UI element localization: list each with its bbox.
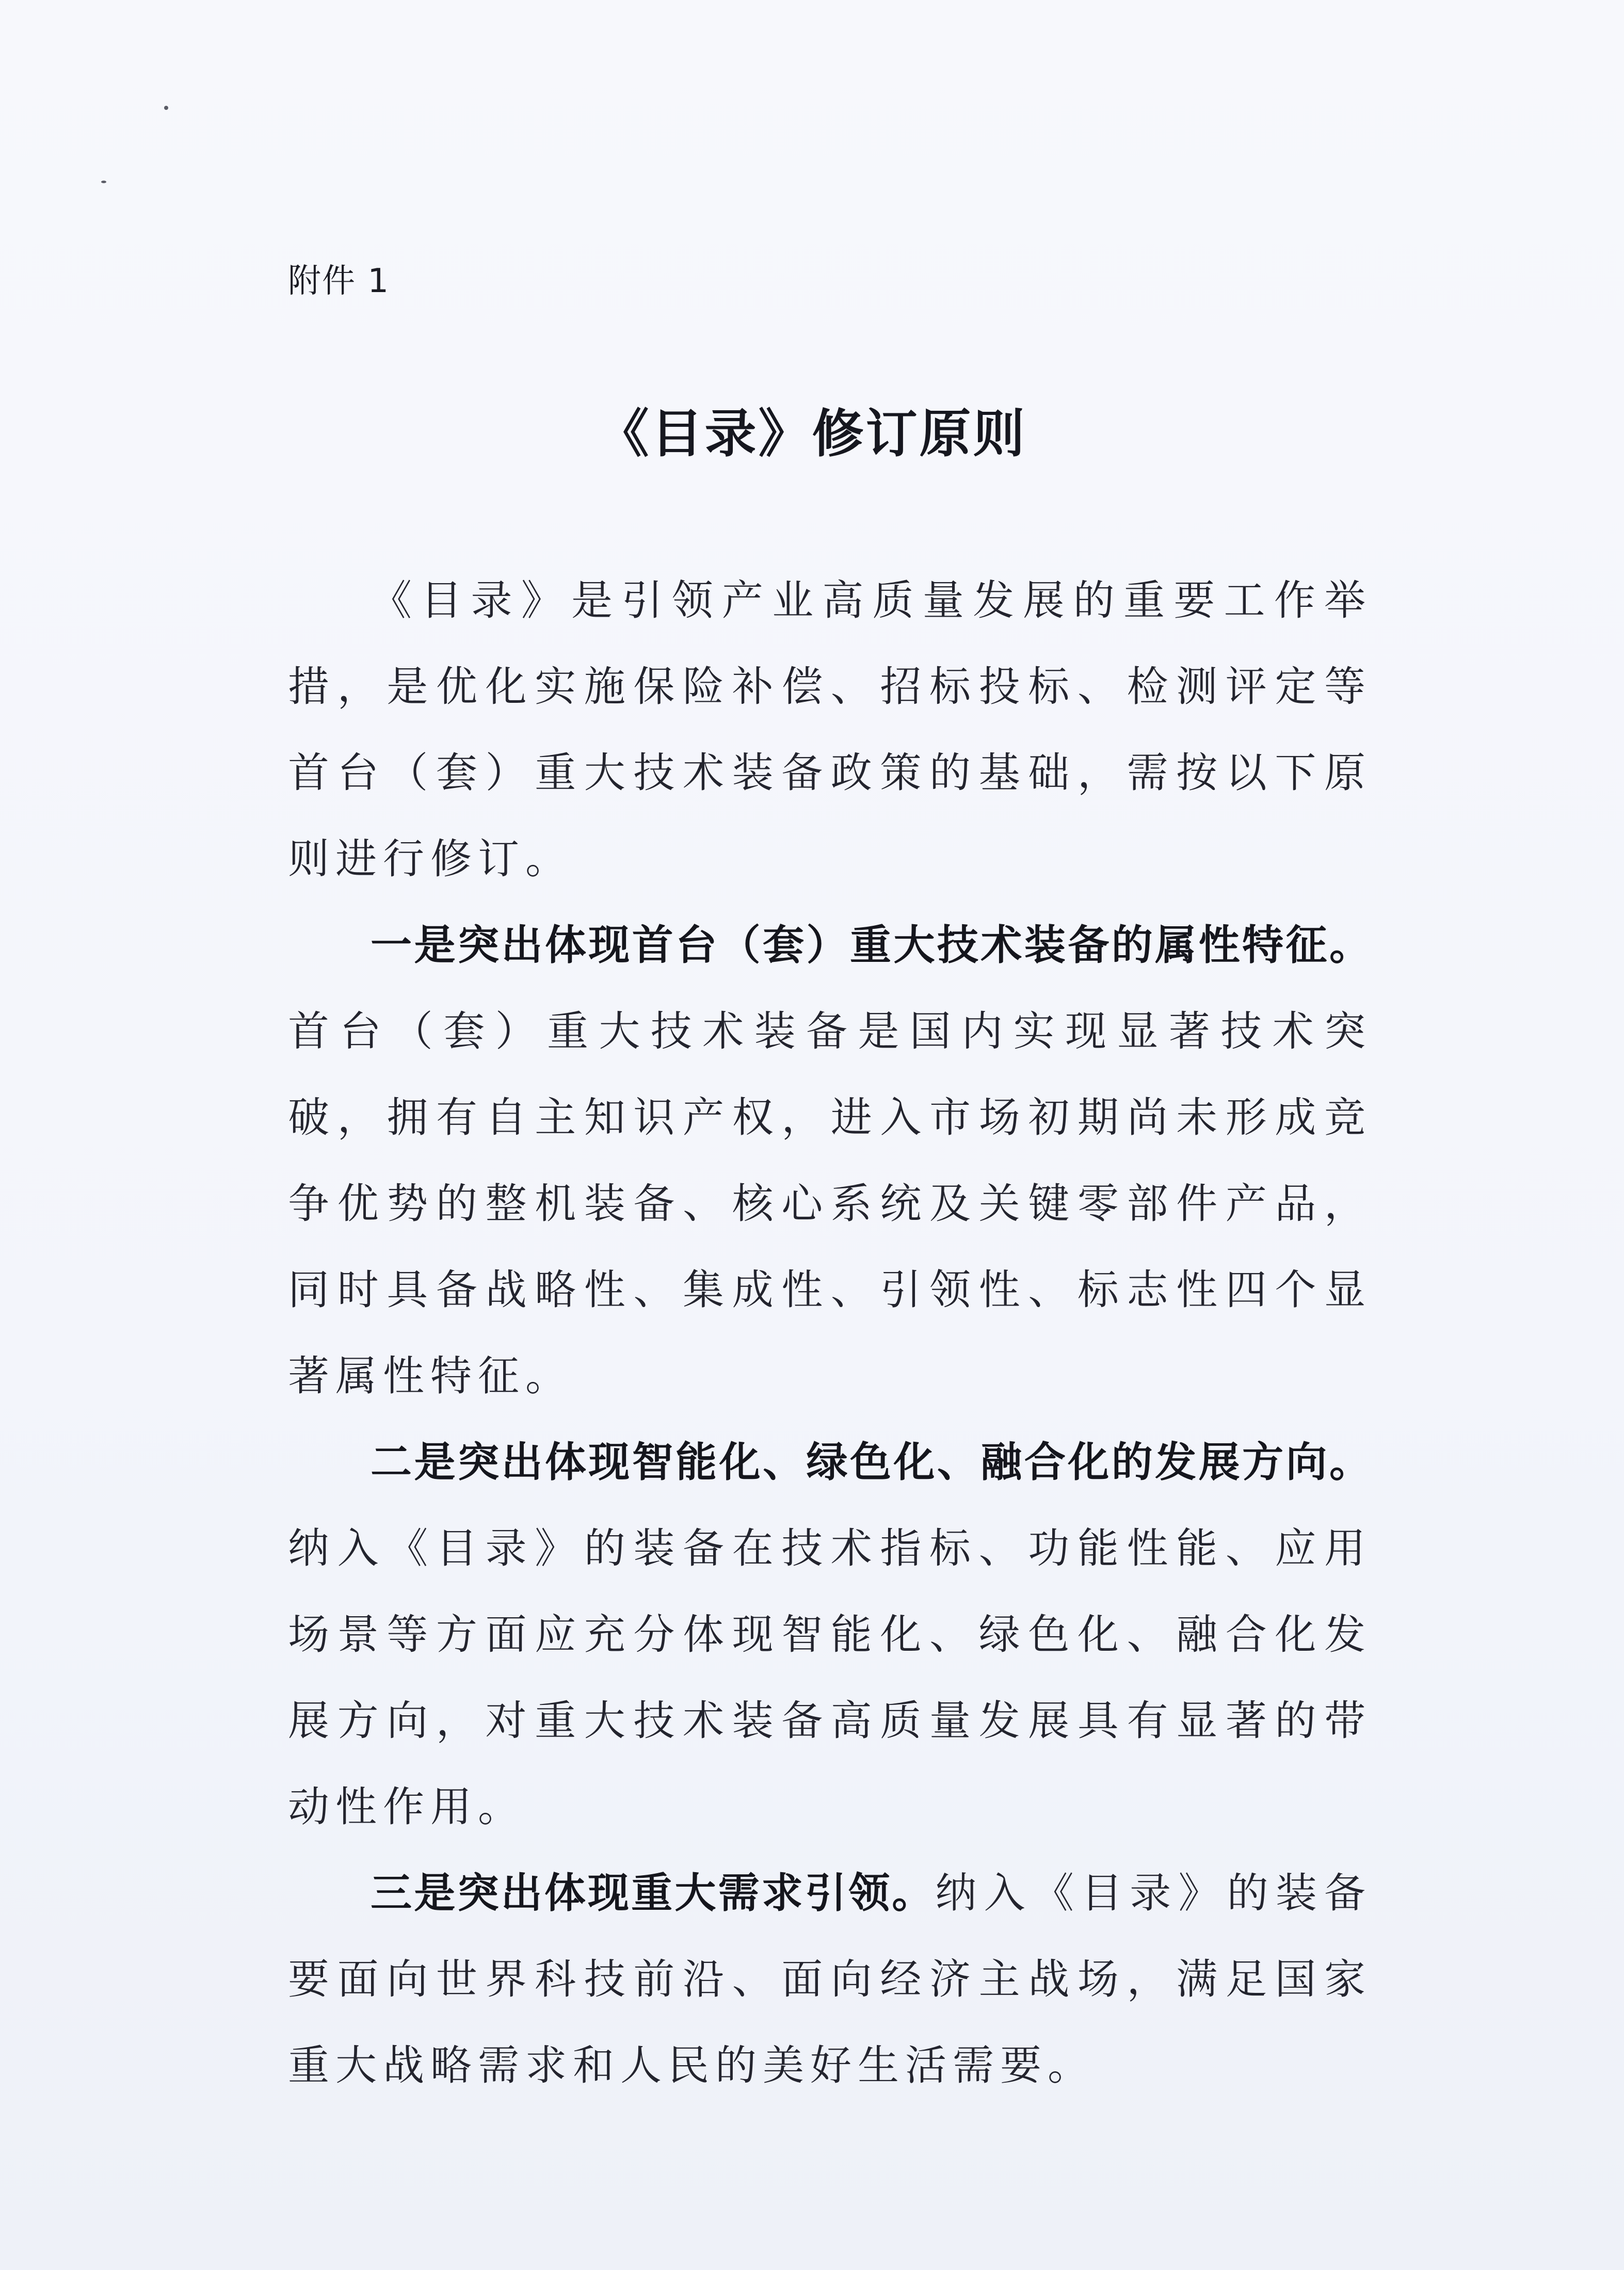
principle-text: 纳入《目录》的装备要面向世界科技前沿、面向经济主战场，满足国家重大战略需求和人民的美好生活需要。 [288,1869,1372,2089]
attachment-label: 附件 1 [288,262,390,300]
intro-paragraph: 《目录》是引领产业高质量发展的重要工作举措，是优化实施保险补偿、招标投标、检测评定等首台（套）重大技术装备政策的基础，需按以下原则进行修订。 [288,576,1372,883]
scan-speck [101,181,106,183]
principle-paragraph-3 [288,1850,1372,2108]
scan-speck [164,106,168,110]
document-title: 《目录》修订原则 [597,403,1027,464]
principle-paragraph-2 [288,1419,1372,1850]
principle-heading: 二是突出体现智能化、绿色化、融合化的发展方向。 [371,1438,1372,1486]
document-body [288,557,1372,2108]
principle-text: 纳入《目录》的装备在技术指标、功能性能、应用场景等方面应充分体现智能化、绿色化、融合化发展方向，对重大技术装备高质量发展具有显著的带动性作用。 [288,1524,1372,1831]
principle-paragraph-1 [288,902,1372,1419]
principle-heading: 一是突出体现首台（套）重大技术装备的属性特征。 [371,921,1372,969]
principle-heading: 三是突出体现重大需求引领。 [371,1869,936,1917]
principle-text: 首台（套）重大技术装备是国内实现显著技术突破，拥有自主知识产权，进入市场初期尚未形成竞争优势的整机装备、核心系统及关键零部件产品，同时具备战略性、集成性、引领性、标志性四个显著属性特征。 [288,1007,1372,1400]
